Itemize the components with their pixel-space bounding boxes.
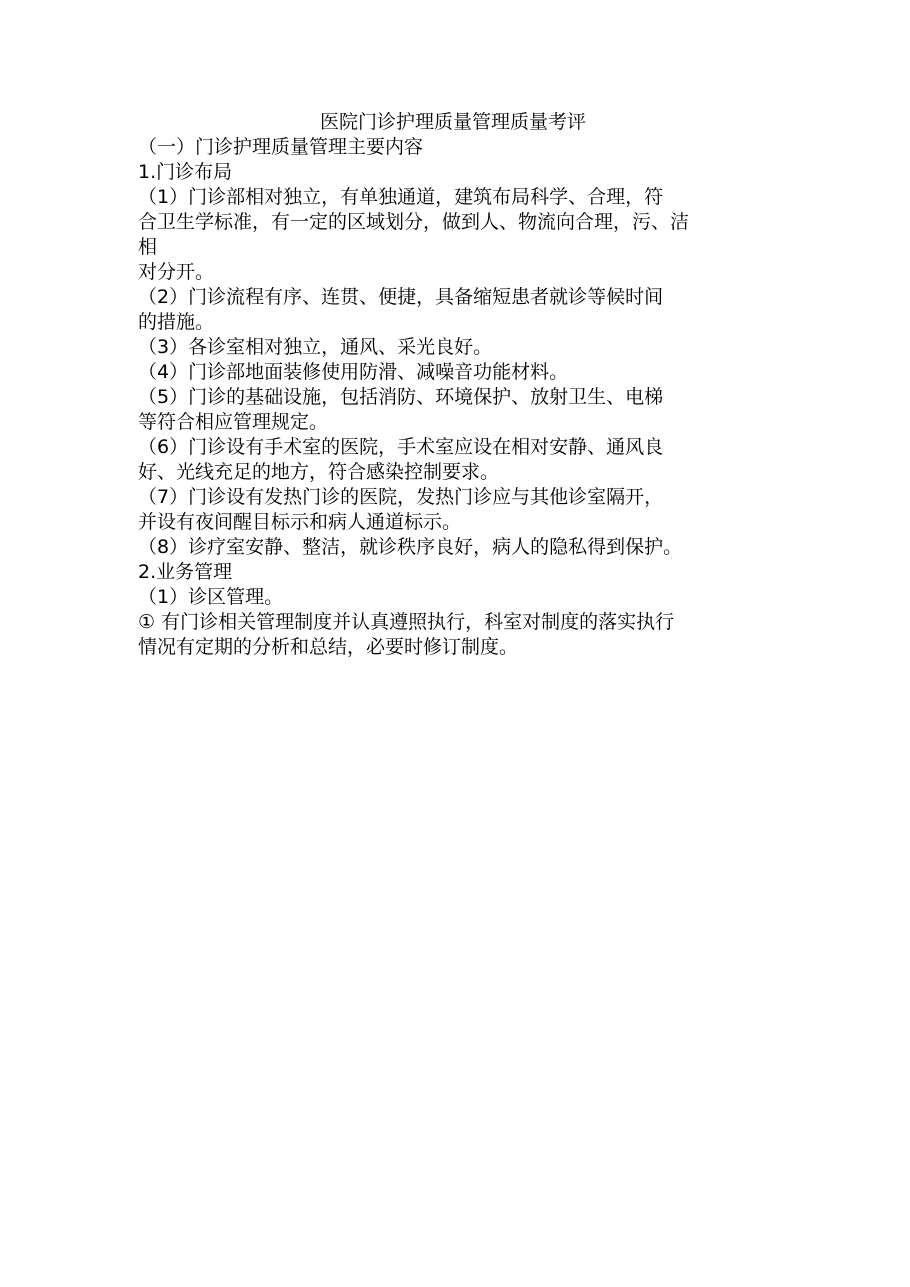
text-line: （3）各诊室相对独立，通风、采光良好。 (138, 336, 493, 358)
text-line: （4）门诊部地面装修使用防滑、减噪音功能材料。 (138, 361, 569, 383)
text-line: （2）门诊流程有序、连贯、便捷，具备缩短患者就诊等候时间 (138, 286, 664, 308)
subsection-heading: 2.业务管理 (138, 561, 233, 583)
text-line: 等符合相应管理规定。 (138, 411, 329, 433)
text-line: 合卫生学标准，有一定的区域划分，做到人、物流向合理，污、洁 (138, 211, 690, 233)
section-heading: （一）门诊护理质量管理主要内容 (138, 136, 424, 158)
text-line: 的措施。 (138, 311, 215, 333)
document-body (138, 110, 768, 660)
text-line: ① 有门诊相关管理制度并认真遵照执行，科室对制度的落实执行 (138, 611, 675, 633)
subsection-heading: 1.门诊布局 (138, 161, 233, 183)
text-line: 并设有夜间醒目标示和病人通道标示。 (138, 511, 462, 533)
text-line: （1）诊区管理。 (138, 586, 284, 608)
text-line: （1）门诊部相对独立，有单独通道，建筑布局科学、合理，符 (138, 186, 664, 208)
text-line: 情况有定期的分析和总结，必要时修订制度。 (138, 636, 519, 658)
text-line: 对分开。 (138, 261, 215, 283)
text-line: （6）门诊设有手术室的医院，手术室应设在相对安静、通风良 (138, 436, 664, 458)
text-line: 相 (138, 236, 158, 258)
document-title: 医院门诊护理质量管理质量考评 (319, 111, 586, 133)
text-line: （5）门诊的基础设施，包括消防、环境保护、放射卫生、电梯 (138, 386, 664, 408)
text-line: （7）门诊设有发热门诊的医院，发热门诊应与其他诊室隔开， (138, 486, 664, 508)
text-line: 好、光线充足的地方，符合感染控制要求。 (138, 461, 500, 483)
text-line: （8）诊疗室安静、整洁，就诊秩序良好，病人的隐私得到保护。 (138, 536, 683, 558)
